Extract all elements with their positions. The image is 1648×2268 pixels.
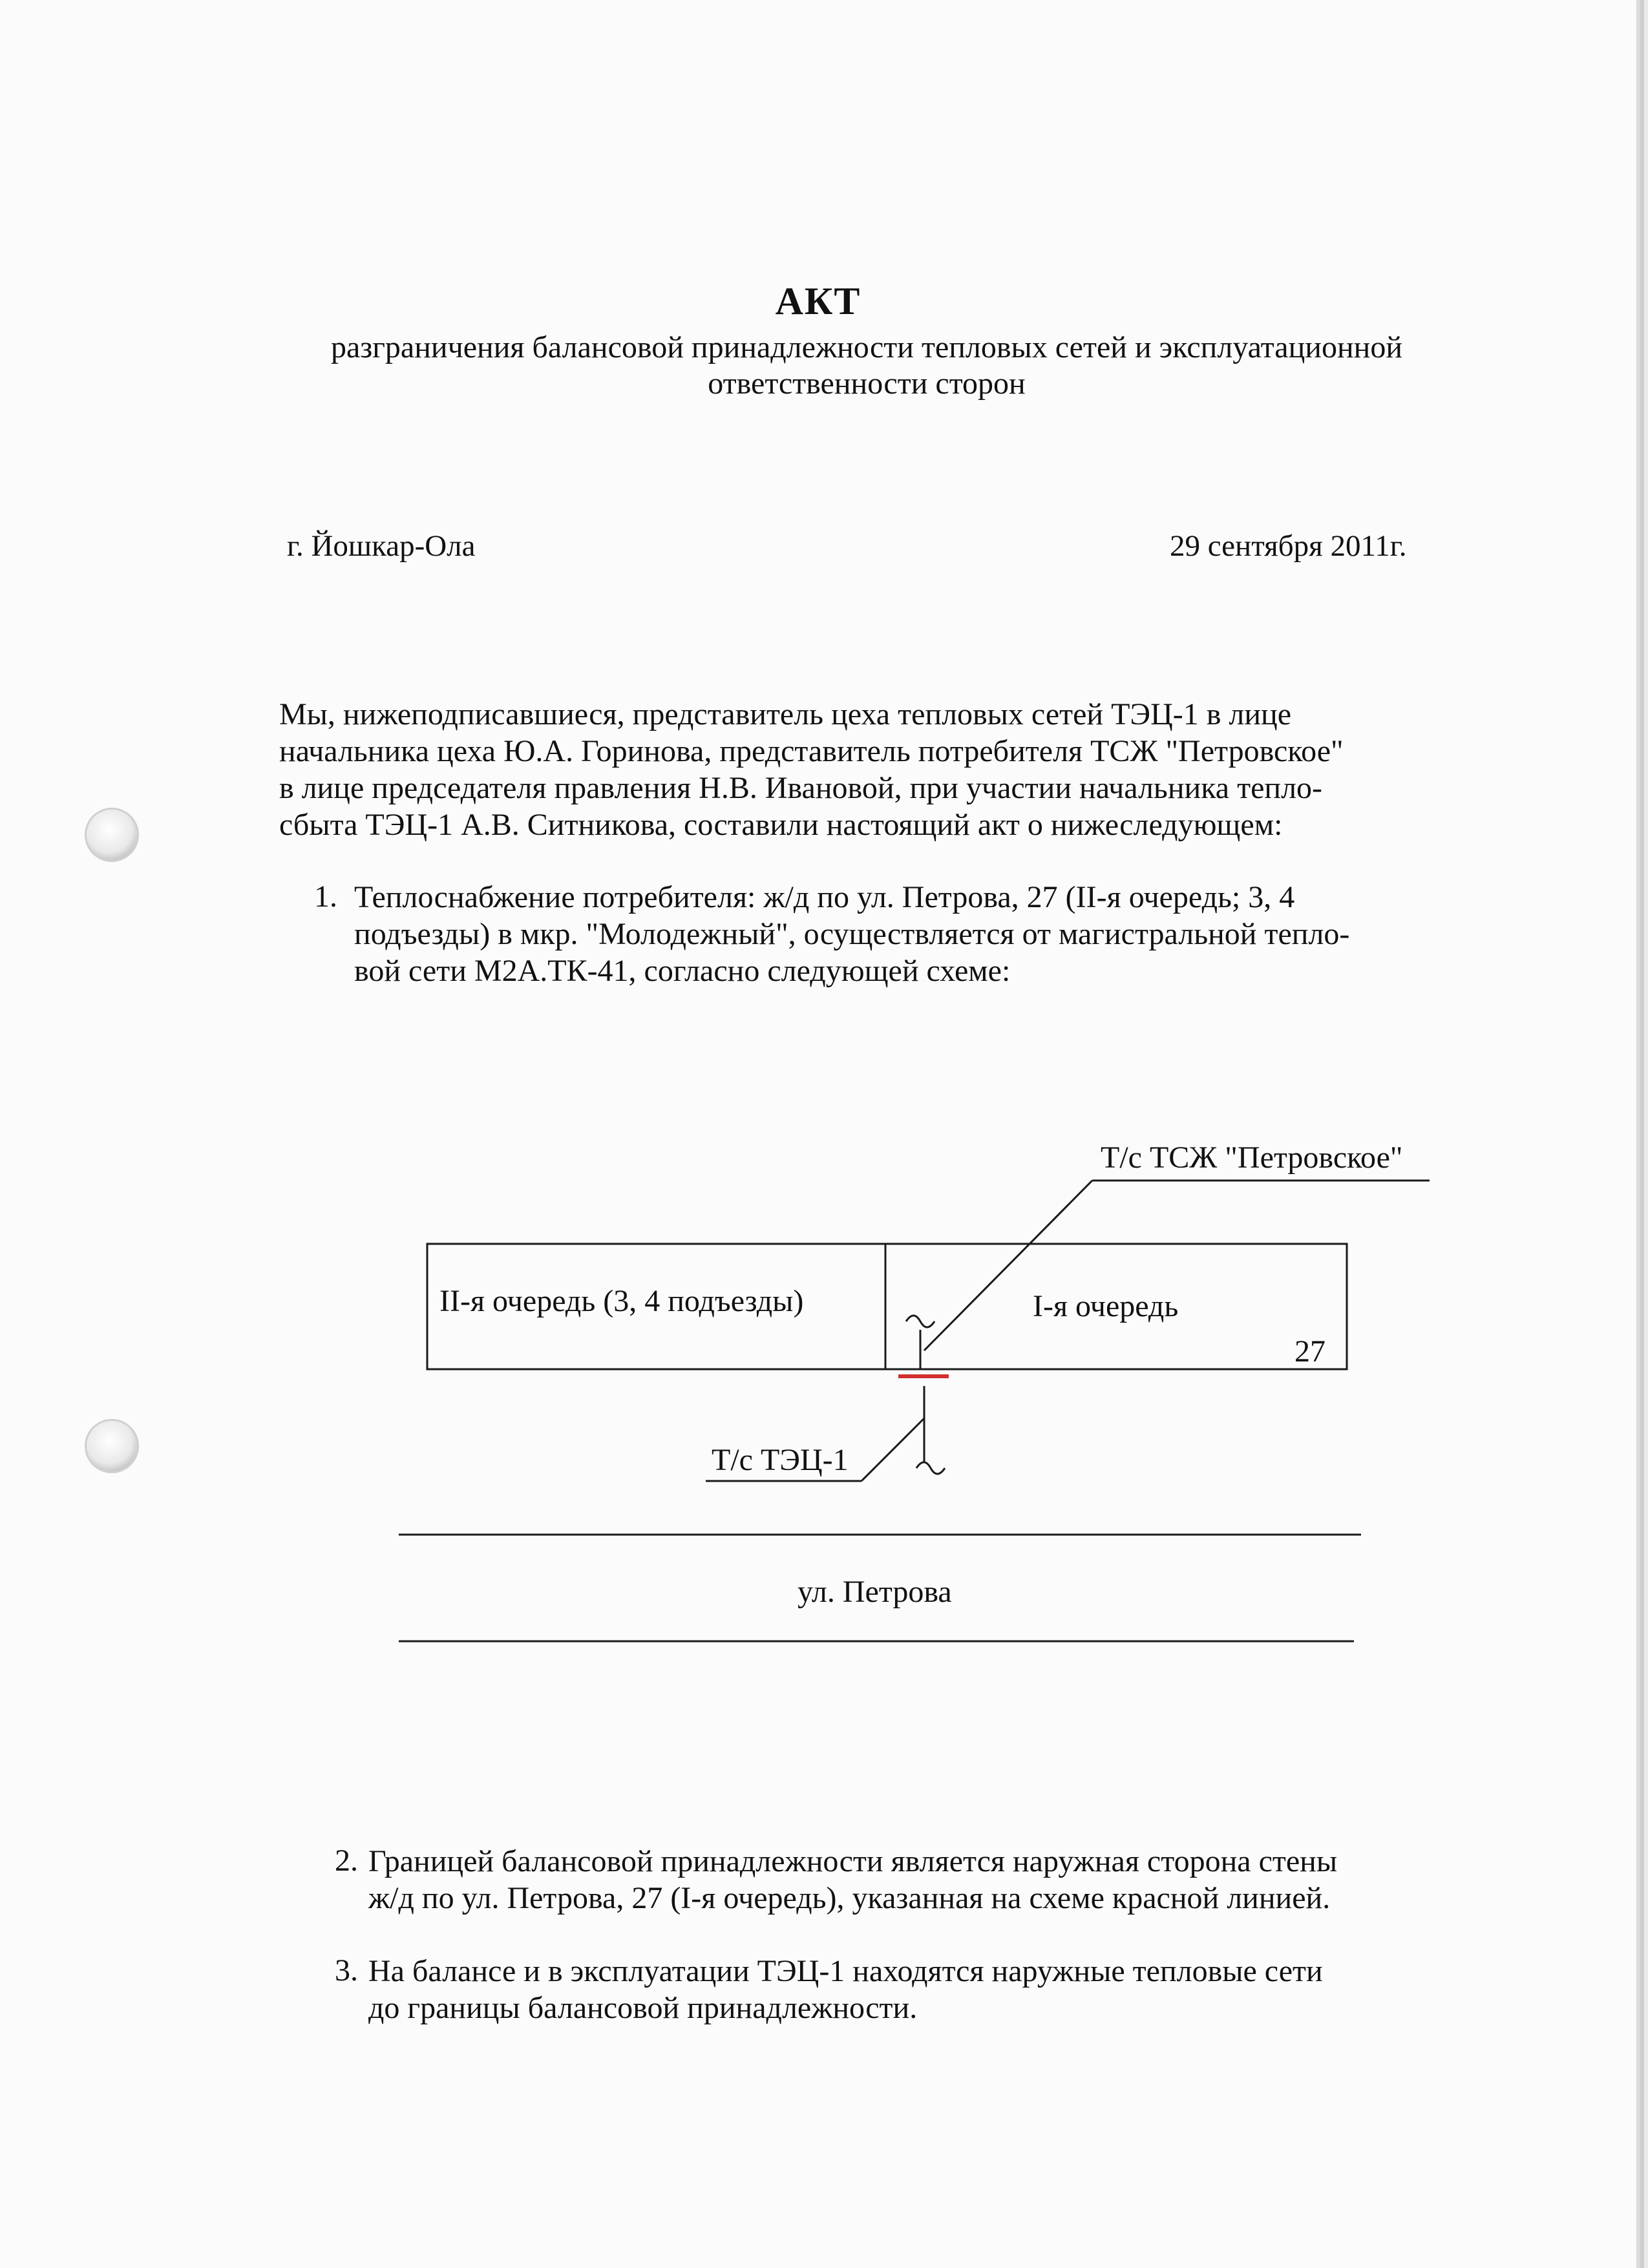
- pipe-break-mark-lower: [916, 1462, 945, 1474]
- scheme-house-number: 27: [1294, 1334, 1326, 1369]
- item-line: Теплоснабжение потребителя: ж/д по ул. Петрова, 27 (II-я очередь; 3, 4: [354, 880, 1295, 914]
- document-date: 29 сентября 2011г.: [1170, 529, 1407, 563]
- item-line: подъезды) в мкр. "Молодежный", осуществляется от магистральной тепло-: [354, 917, 1350, 951]
- item-number-1: 1.: [314, 879, 337, 914]
- item-line: На балансе и в эксплуатации ТЭЦ-1 находятся наружные тепловые сети: [368, 1954, 1323, 1988]
- scheme-street-name: ул. Петрова: [798, 1575, 952, 1609]
- pipe-break-mark-upper: [906, 1316, 935, 1327]
- document-city: г. Йошкар-Ола: [287, 529, 476, 563]
- item-line: Границей балансовой принадлежности является наружная сторона стены: [368, 1844, 1338, 1878]
- tsj-network-line: [924, 1181, 1092, 1350]
- document-title: АКТ: [775, 280, 861, 322]
- intro-line: в лице председателя правления Н.В. Ивановой, при участии начальника тепло-: [279, 771, 1322, 805]
- item-line: вой сети М2А.ТК-41, согласно следующей схеме:: [354, 954, 1011, 988]
- item-number-2: 2.: [335, 1843, 358, 1878]
- item-text-2: [368, 1843, 1337, 1916]
- scheme-label-tec-network: Т/с ТЭЦ-1: [712, 1443, 849, 1477]
- scheme-label-tsj-network: Т/с ТСЖ "Петровское": [1101, 1140, 1403, 1175]
- item-line: до границы балансовой принадлежности.: [368, 1991, 918, 2025]
- tec-network-diagonal: [861, 1418, 924, 1481]
- scheme-box-second-stage: II-я очередь (3, 4 подъезды): [439, 1284, 804, 1318]
- item-line: ж/д по ул. Петрова, 27 (I-я очередь), указанная на схеме красной линией.: [368, 1881, 1331, 1915]
- scheme-box-first-stage: I-я очередь: [1033, 1289, 1179, 1323]
- item-number-3: 3.: [335, 1953, 358, 1988]
- document-subtitle-line1: разграничения балансовой принадлежности тепловых сетей и эксплуатационной: [330, 330, 1403, 364]
- intro-line: сбыта ТЭЦ-1 А.В. Ситникова, составили настоящий акт о нижеследующем:: [279, 808, 1283, 842]
- intro-line: Мы, нижеподписавшиеся, представитель цеха тепловых сетей ТЭЦ-1 в лице: [279, 697, 1292, 731]
- document-subtitle-line2: ответственности сторон: [708, 366, 1026, 401]
- intro-line: начальника цеха Ю.А. Горинова, представитель потребителя ТСЖ "Петровское": [279, 734, 1344, 768]
- item-text-3: [368, 1953, 1323, 2026]
